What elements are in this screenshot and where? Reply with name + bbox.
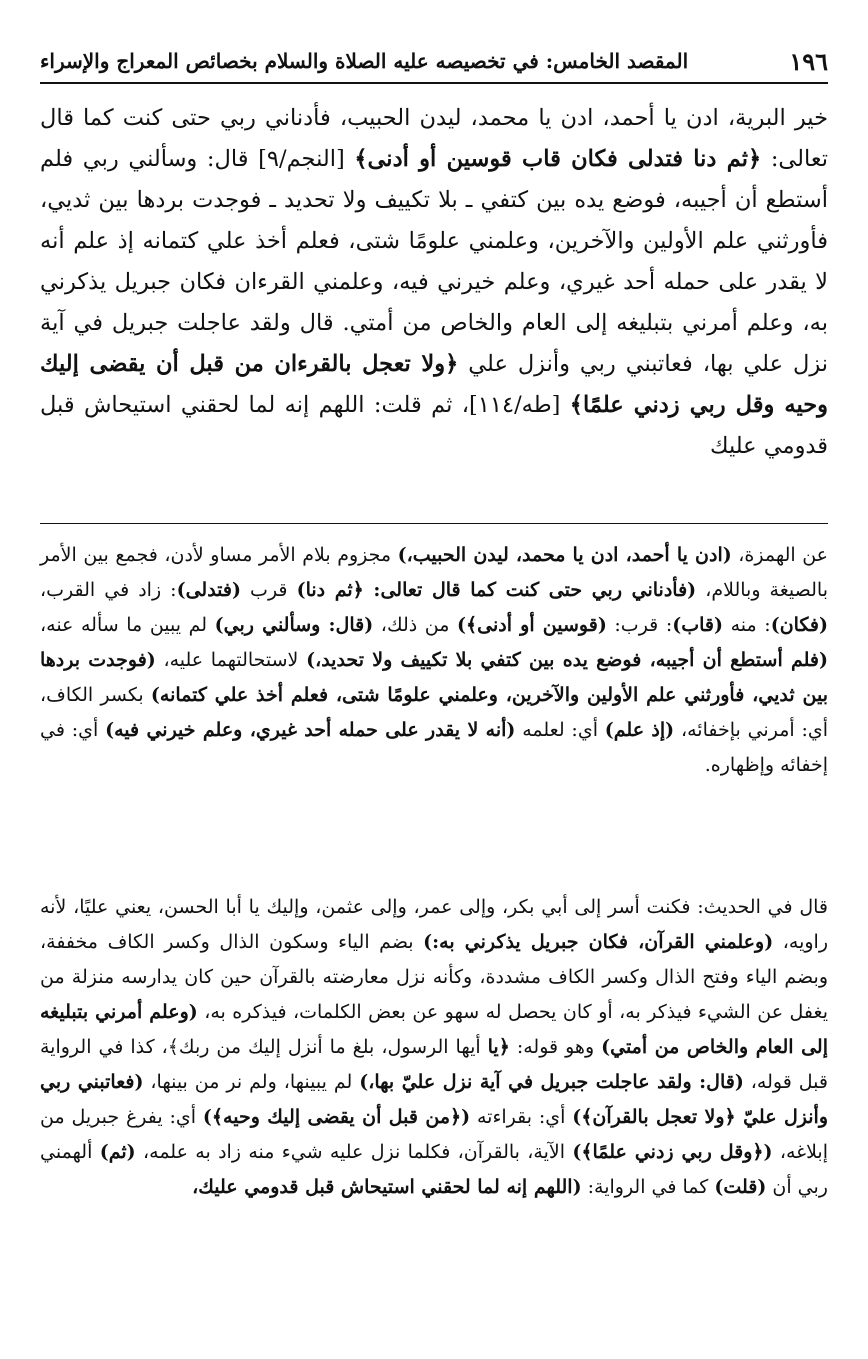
running-title: المقصد الخامس: في تخصيصه عليه الصلاة والسلام بخصائص المعراج والإسراء <box>40 49 689 73</box>
text-run: ألهمني ربي أن <box>40 1141 828 1198</box>
text-run: لم يبينها، ولم نر من بينها، <box>143 1071 360 1093</box>
bold-text-run: (فلم أستطع أن أجيبه، فوضع يده بين كتفي بلا تكييف ولا تحديد،) <box>306 649 828 671</box>
bold-text-run: (اللهم إنه لما لحقني استيحاش قبل قدومي عليك، <box>192 1176 582 1198</box>
text-run: : منه <box>723 614 771 636</box>
bold-text-run: (أنه لا يقدر على حمله أحد غيري، وعلم خيرني فيه) <box>105 719 516 741</box>
text-run: لاستحالتهما عليه، <box>155 649 307 671</box>
text-run: : قرب: <box>606 614 673 636</box>
bold-text-run: (ادن يا أحمد، ادن يا محمد، ليدن الحبيب،) <box>397 544 732 566</box>
bold-text-run: (قلت) <box>714 1176 767 1198</box>
text-run: أي: لعلمه <box>515 719 605 741</box>
bold-text-run: (فأدناني ربي حتى كنت كما قال تعالى: ﴿ثم دنا) <box>296 579 697 601</box>
main-paragraph <box>40 98 828 467</box>
commentary-paragraph <box>40 538 828 783</box>
bold-text-run: ﴿يا <box>487 1036 510 1058</box>
bold-text-run: (﴿وقل ربي زدني علمًا﴾) <box>572 1141 773 1163</box>
bold-text-run: (وعلم أمرني بتبليغه إلى العام والخاص من أمتي) <box>40 1001 829 1058</box>
bold-text-run: (قوسين أو أدنى﴾) <box>457 614 607 636</box>
bold-text-run: (قال: وسألني ربي) <box>214 614 374 636</box>
text-run: [النجم/٩] قال: وسألني ربي فلم أستطع أن أجيبه، فوضع يده بين كتفي ـ بلا تكييف ولا تحديد ـ فوجدت بردها بين ثديي، فأورثني علم الأولين والآخرين، وعلمني علومًا شتى، فعلم أخذ علي كتمانه إذ علم أنه لا يقدر على حمله أحد غيري، وعلم خيرني فيه، وعلمني القرءان فكان جبريل يذكرني به، وعلم أمرني بتبليغه إلى العام والخاص من أمتي. قال ولقد عاجلت جبريل في آية نزل علي بها، فعاتبني ربي وأنزل علي <box>40 146 828 377</box>
bold-text-run: (فعاتبني ربي وأنزل عليّ ﴿ولا تعجل بالقرآن﴾) <box>40 1071 829 1128</box>
text-run: أي: في إخفائه وإظهاره. <box>40 719 828 776</box>
text-run: مجزوم بلام الأمر مساو لأدن، فجمع بين الأمر بالصيغة وباللام، <box>40 544 828 601</box>
page-header <box>40 40 828 84</box>
text-run: أي: بقراءته <box>470 1106 573 1128</box>
main-text <box>40 98 828 467</box>
bold-text-run: (ثم) <box>99 1141 136 1163</box>
bold-text-run: (﴿من قبل أن يقضى إليك وحيه﴾) <box>202 1106 471 1128</box>
bold-text-run: (فكان) <box>770 614 828 636</box>
bold-text-run: (فوجدت بردها بين ثديي، فأورثني علم الأولين والآخرين، وعلمني علومًا شتى، فعلم أخذ علي كتمانه) <box>40 649 828 706</box>
bold-text-run: (فتدلى) <box>176 579 241 601</box>
commentary-block-1 <box>40 538 828 783</box>
text-run: : زاد في القرب، <box>40 579 177 601</box>
bold-text-run: ﴿ولا تعجل بالقرءان من قبل أن يقضى إليك وحيه وقل ربي زدني علمًا﴾ <box>40 351 829 418</box>
separator-rule <box>40 523 828 524</box>
text-run: وهو قوله: <box>509 1036 602 1058</box>
text-run: لم يبين ما سأله عنه، <box>40 614 215 636</box>
text-run: من ذلك، <box>373 614 458 636</box>
text-run: قال في الحديث: فكنت أسر إلى أبي بكر، وإلى عمر، وإلى عثمن، وإليك يا أبا الحسن، يعني عليًا، لأنه راويه، <box>40 896 829 953</box>
text-run: أي: يفرغ جبريل من إبلاغه، <box>40 1106 829 1163</box>
commentary-paragraph <box>40 890 828 1205</box>
bold-text-run: (وعلمني القرآن، فكان جبريل يذكرني به:) <box>423 931 774 953</box>
text-run: قرب <box>241 579 297 601</box>
text-run: كما في الرواية: <box>581 1176 715 1198</box>
text-run: خير البرية، ادن يا أحمد، ادن يا محمد، ليدن الحبيب، فأدناني ربي حتى كنت كما قال تعالى: <box>40 105 828 172</box>
bold-text-run: (قاب) <box>672 614 724 636</box>
page-number: ١٩٦ <box>789 46 828 76</box>
text-run: [طه/١١٤]، ثم قلت: اللهم إنه لما لحقني استيحاش قبل قدومي عليك <box>40 392 828 459</box>
text-run: بضم الياء وسكون الذال وكسر الكاف مخففة، وبضم الياء وفتح الذال وكسر الكاف مشددة، وكأنه نزل معارضته بالقرآن حين كان يدارسه منزلة من يغفل عن الشيء فيذكر به، أو كان يحصل له سهو عن بعض الكلمات، فيذكره به، <box>40 931 828 1023</box>
text-run: أيها الرسول، بلغ ما أنزل إليك من ربك﴾، كذا في الرواية قبل قوله، <box>40 1036 828 1093</box>
text-run: الآية، بالقرآن، فكلما نزل عليه شيء منه زاد به علمه، <box>135 1141 573 1163</box>
commentary-block-2 <box>40 890 828 1205</box>
bold-text-run: (إذ علم) <box>604 719 675 741</box>
text-run: بكسر الكاف، أي: أمرني بإخفائه، <box>40 684 829 741</box>
bold-text-run: ﴿ثم دنا فتدلى فكان قاب قوسين أو أدنى﴾ <box>354 146 762 172</box>
text-run: عن الهمزة، <box>731 544 829 566</box>
bold-text-run: (قال: ولقد عاجلت جبريل في آية نزل عليّ بها،) <box>359 1071 744 1093</box>
